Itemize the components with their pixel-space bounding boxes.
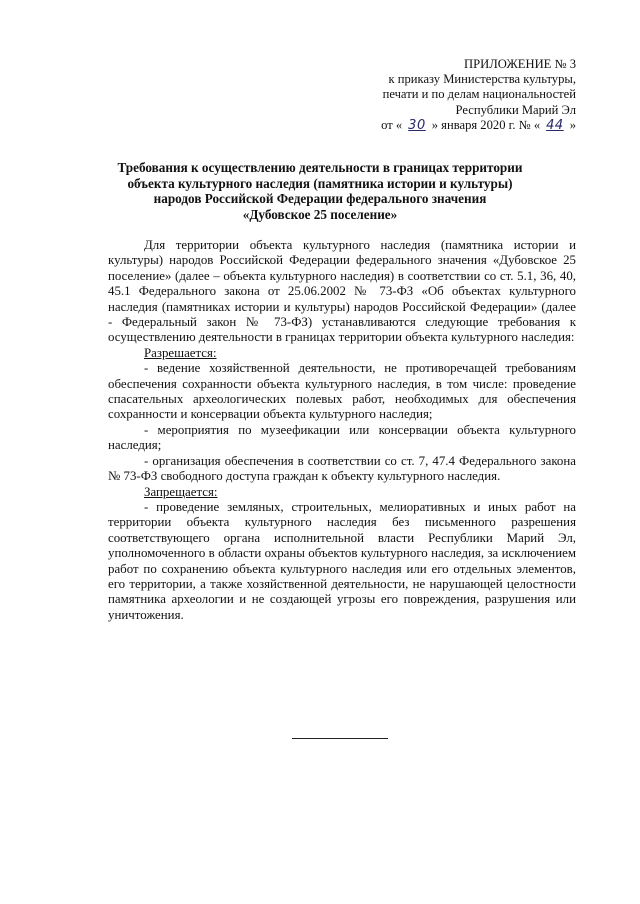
- title-line-4: «Дубовское 25 поселение»: [242, 206, 398, 222]
- closing-divider: [292, 738, 388, 739]
- appendix-block: [340, 57, 576, 133]
- title-line-3: народов Российской Федерации федерального значения: [153, 191, 487, 207]
- allowed-item: - мероприятия по музеефикации или консервации объекта культурного наследия;: [108, 422, 576, 453]
- title-line-2: объекта культурного наследия (памятника истории и культуры): [127, 175, 513, 191]
- appendix-line-2: печати и по делам национальностей: [382, 87, 576, 102]
- appendix-date-line: [340, 118, 576, 133]
- allowed-item: - ведение хозяйственной деятельности, не противоречащей требованиям обеспечения сохранности объекта культурного наследия, в том числе: проведение спасательных археологических полевых работ, необходимых для обеспечения сохранности и консервации объекта культурного наследия;: [108, 361, 576, 422]
- title-line-1: Требования к осуществлению деятельности в границах территории: [117, 160, 523, 175]
- allowed-label: Разрешается:: [144, 345, 217, 360]
- date-prefix: от «: [381, 117, 403, 132]
- allowed-item: - организация обеспечения в соответствии со ст. 7, 47.4 Федерального закона № 73-ФЗ свободного доступа граждан к объекту культурного наследия.: [108, 453, 576, 484]
- forbidden-item: - проведение земляных, строительных, мелиоративных и иных работ на территории объекта культурного наследия без письменного разрешения соответствующего органа исполнительной власти Республики Марий Эл, уполномоченного в области охраны объектов культурного наследия, за исключением работ по сохранению объекта культурного наследия или его отдельных элементов, его территории, а также хозяйственной деятельности, не нарушающей целостности памятника археологии и не создающей угрозы его повреждения, разрушения или уничтожения.: [108, 499, 576, 622]
- document-title: [100, 160, 540, 222]
- date-middle: » января 2020 г. № «: [431, 117, 541, 132]
- appendix-line-3: Республики Марий Эл: [455, 102, 576, 117]
- appendix-line-1: к приказу Министерства культуры,: [388, 72, 576, 87]
- intro-paragraph: Для территории объекта культурного наследия (памятника истории и культуры) народов Российской Федерации федерального значения «Дубовское 25 поселение» (далее – объекта культурного наследия) в соответствии со ст. 5.1, 36, 40, 45.1 Федерального закона от 25.06.2002 № 73-ФЗ «Об объектах культурного наследия (памятниках истории и культуры) народов Российской Федерации» (далее - Федеральный закон № 73-ФЗ) устанавливаются следующие требования к осуществлению деятельности в границах территории объекта культурного наследия:: [108, 238, 576, 345]
- date-suffix: »: [569, 117, 576, 132]
- appendix-heading: ПРИЛОЖЕНИЕ № 3: [464, 57, 576, 71]
- document-body: [108, 238, 576, 623]
- handwritten-number: 44: [546, 117, 564, 133]
- forbidden-label: Запрещается:: [144, 484, 218, 499]
- handwritten-day: 30: [408, 117, 426, 133]
